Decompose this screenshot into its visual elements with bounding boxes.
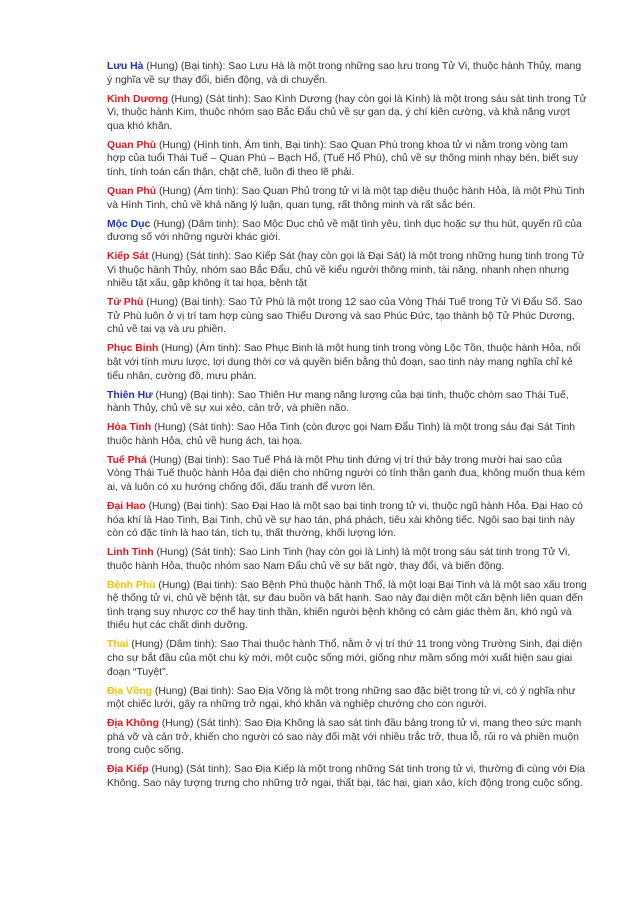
entry-paragraph <box>107 638 587 679</box>
entry-term: Lưu Hà <box>107 61 144 72</box>
entry-term: Địa Kiếp <box>107 764 149 776</box>
entry-description: (Hung) (Sát tinh): Sao Kình Dương (hay còn gọi là Kình) là một trong sáu sát tinh trong Tử Vi, thuộc hành Kim, thuộc nhóm sao Bắc Đẩu chủ về sự gan dạ, ý chí kiên cường, và khả năng vượt qua khó khăn. <box>107 93 587 132</box>
entry-description: (Hung) (Sát tinh): Sao Địa Không là sao sát tinh đầu bảng trong tử vi, mang theo sức mạnh phá vỡ và cản trở, khiến cho người có sao này đối mặt với nhiều trắc trở, thua lỗ, rủi ro và phiền muộn trong cuộc sống. <box>107 718 582 757</box>
entry-term: Địa Không <box>107 718 159 730</box>
entry-paragraph <box>107 342 587 383</box>
entry-description: (Hung) (Bại tinh): Sao Tử Phù là một trong 12 sao của Vòng Thái Tuế trong Tử Vi Đẩu Số. Sao Tử Phù luôn ở vị trí tam hợp cùng sao Thiếu Dương và sao Phúc Đức, tạo thành bộ Tử Phúc Dương, chủ về tai vạ và ưu phiền. <box>107 297 583 336</box>
entry-term: Linh Tinh <box>107 547 154 559</box>
entry-paragraph <box>107 139 587 180</box>
entry-paragraph <box>107 60 587 87</box>
entry-description: (Hung) (Dâm tinh): Sao Mộc Dục chủ về mặt tình yêu, tình dục hoặc sự thu hút, quyến rũ của đương số với những người khác giới. <box>107 218 582 244</box>
entry-term: Kình Dương <box>107 93 169 105</box>
entry-description: (Hung) (Ám tinh): Sao Quan Phủ trong tử vi là một tạp diệu thuộc hành Hỏa, là một Phù Tinh và Hình Tinh, chủ về khả năng lý luận, quan tụng, rất thông minh và rất sắc bén. <box>107 185 585 211</box>
entry-description: (Hung) (Bại tinh): Sao Thiên Hư mang năng lượng của bại tinh, thuộc chòm sao Thái Tuế, hành Thủy, chủ về sự xui xẻo, cản trở, và phiền não. <box>107 389 569 415</box>
entry-description: (Hung) (Sát tinh): Sao Địa Kiếp là một trong những Sát tinh trong tử vi, thường đi cùng với Địa Không. Sao này tượng trưng cho những trở ngại, thất bại, tác hại, gian xảo, kích động trong cuộc sống. <box>107 764 586 789</box>
entry-description: (Hung) (Bại tinh): Sao Bệnh Phù thuộc hành Thổ, là một loại Bại Tinh và là một sao xấu trong hệ thống tử vi, chủ về bệnh tật, sự đau buồn và bất hạnh. Sao này đại diện một căn bệnh liên quan đến tình trạng suy nhược cơ thể hay tinh thần, khiến người bệnh không có cảm giác thèm ăn, khó ngủ và thiếu hụt các chất dinh dưỡng. <box>107 579 587 632</box>
entry-paragraph <box>107 296 587 337</box>
entry-description: (Hung) (Bại tinh): Sao Tuế Phá là một Phụ tinh đứng vị trí thứ bảy trong mười hai sao của Vòng Thái Tuế thuộc hành Hỏa đại diện cho những người có tính thần ganh đua, không muốn thua kém ai, và luôn có xu hướng chống đối, đấu tranh để vươn lên. <box>107 454 586 493</box>
entry-paragraph <box>107 250 587 291</box>
entry-term: Quan Phủ <box>107 185 157 197</box>
entry-term: Tử Phù <box>107 297 144 309</box>
entry-paragraph <box>107 579 587 633</box>
entry-paragraph <box>107 454 587 495</box>
entry-paragraph <box>107 546 587 573</box>
entry-term: Thai <box>107 639 129 651</box>
entry-paragraph <box>107 421 587 448</box>
entry-term: Quan Phù <box>107 139 157 151</box>
entry-paragraph <box>107 685 587 712</box>
entry-list <box>107 60 587 791</box>
entry-paragraph <box>107 763 587 790</box>
entry-description: (Hung) (Sát tinh): Sao Hỏa Tinh (còn được gọi Nam Đẩu Tinh) là một trong sáu đại Sát Tinh thuộc hành Hỏa, chủ về hung ách, tai họa. <box>107 422 576 447</box>
entry-paragraph <box>107 717 587 758</box>
entry-description: (Hung) (Hình tinh, Ám tinh, Bại tinh): Sao Quan Phù trong khoa tử vi nằm trong vòng tam hợp của tuổi Thái Tuế – Quan Phù – Bạch Hổ, (Tuế Hổ Phù), chủ về sự thông minh nhạy bén, biết suy tính, tính toán cẩn thận, chặt chẽ, luôn đi theo lẽ phải. <box>107 139 579 178</box>
entry-description: (Hung) (Bại tinh): Sao Đại Hao là một sao bại tinh trong tử vi, thuộc ngũ hành Hỏa. Đại Hao có hóa khí là Hao Tinh, Bại Tinh, chủ về sự hao tán, phá phách, tiêu xài không tiếc. Ngôi sao bại tinh này còn có đặc tính là hao tán, tích tụ, thất thường, khối lượng lớn. <box>107 500 583 540</box>
entry-description: (Hung) (Bại tinh): Sao Lưu Hà là một trong những sao lưu trong Tử Vi, thuộc hành Thủy, mang ý nghĩa về sự thay đổi, biến động, và di chuyển. <box>107 61 582 86</box>
entry-description: (Hung) (Dâm tinh): Sao Thai thuộc hành Thổ, nằm ở vị trí thứ 11 trong vòng Trường Sinh, đại diện cho sự bắt đầu của một chu kỳ mới, một cuộc sống mới, giống như mầm sống mới xuất hiện sau giai đoạn “Tuyệt”. <box>107 639 583 678</box>
entry-term: Tuế Phá <box>107 454 147 466</box>
entry-paragraph <box>107 93 587 134</box>
entry-paragraph <box>107 218 587 245</box>
entry-description: (Hung) (Sát tinh): Sao Linh Tinh (hay còn gọi là Linh) là một trong sáu sát tinh trong Tử Vi, thuộc hành Hỏa, thuộc nhóm sao Nam Đẩu chủ về sự bất ngờ, thay đổi, và biến động. <box>107 547 571 572</box>
entry-description: (Hung) (Sát tinh): Sao Kiếp Sát (hay còn gọi là Đại Sát) là một trong những hung tinh trong Tử Vi thuộc hành Thủy, nhóm sao Bắc Đẩu, chủ về kiểu người thông minh, tài năng, nhanh nhẹn nhưng nhiều tật xấu, gặp không ít tai họa, bệnh tật <box>107 251 585 290</box>
entry-term: Phục Binh <box>107 343 159 355</box>
entry-term: Bệnh Phù <box>107 579 156 591</box>
entry-paragraph <box>107 185 587 212</box>
entry-term: Địa Võng <box>107 685 153 697</box>
entry-paragraph <box>107 500 587 541</box>
entry-term: Mộc Dục <box>107 218 151 230</box>
entry-term: Hỏa Tinh <box>107 422 152 434</box>
entry-term: Kiếp Sát <box>107 251 149 263</box>
entry-term: Đại Hao <box>107 500 146 512</box>
entry-term: Thiên Hư <box>107 389 153 401</box>
document-page <box>107 60 587 796</box>
entry-description: (Hung) (Ám tinh): Sao Phục Binh là một hung tinh trong vòng Lộc Tồn, thuộc hành Hỏa, nổi bật với tính mưu lược, lợi dụng thời cơ và quyền biến bằng thủ đoạn, sao tinh này mang nghĩa chỉ kẻ tiểu nhân, cường đồ, mưu phản. <box>107 343 581 382</box>
entry-paragraph <box>107 389 587 416</box>
entry-description: (Hung) (Bại tinh): Sao Địa Võng là một trong những sao đặc biệt trong tử vi, có ý nghĩa như một chiếc lưới, gây ra những trở ngại, khó khăn và nghiệp chướng cho con người. <box>107 685 576 711</box>
